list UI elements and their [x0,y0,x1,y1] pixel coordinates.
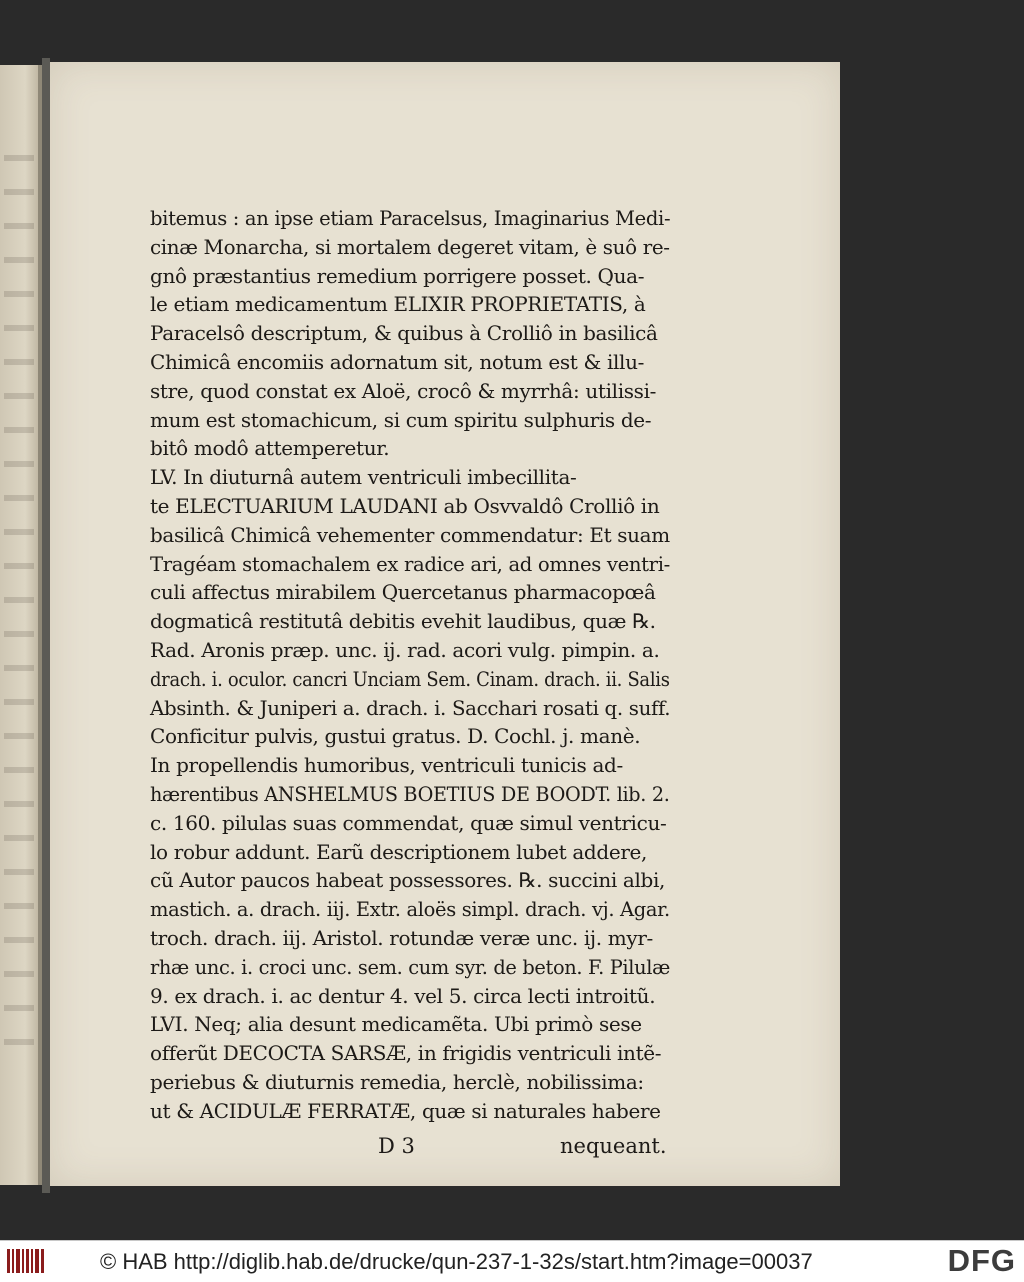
leaf-edge [42,58,50,1193]
text-line: hærentibus ANSHELMUS BOETIUS DE BOODT. lib. 2. [150,781,670,806]
text-line: mum est stomachicum, si cum spiritu sulphuris de- [150,407,652,432]
ink-bleed [4,155,34,1055]
text-line: gnô præstantius remedium porrigere posset. Qua- [150,263,645,288]
text-line: cinæ Monarcha, si mortalem degeret vitam, è suô re- [150,234,670,259]
signature-mark: D 3 [378,1134,415,1158]
text-line: 9. ex drach. i. ac dentur 4. vel 5. circa lecti introitũ. [150,983,656,1008]
text-line: Paracelsô descriptum, & quibus à Crolliô in basilicâ [150,321,658,346]
text-line: lo robur addunt. Earũ descriptionem lubet addere, [150,839,648,864]
text-line: culi affectus mirabilem Quercetanus pharmacopœâ [150,580,656,605]
text-line: rhæ unc. i. croci unc. sem. cum syr. de beton. F. Pilulæ [150,954,670,979]
text-line: Conficitur pulvis, gustui gratus. D. Cochl. j. manè. [150,724,641,749]
text-line: offerũt DECOCTA SARSÆ, in frigidis ventriculi intẽ- [150,1041,662,1066]
previous-page-edge [0,65,42,1185]
text-line: stre, quod constat ex Aloë, crocô & myrrhâ: utilissi- [150,378,657,403]
text-line: troch. drach. iij. Aristol. rotundæ veræ unc. ij. myr- [150,925,653,950]
text-line: In propellendis humoribus, ventriculi tunicis ad- [150,753,623,778]
text-line: cũ Autor paucos habeat possessores. ℞. succini albi, [150,868,666,893]
text-line: periebus & diuturnis remedia, herclè, nobilissima: [150,1069,644,1094]
text-line: basilicâ Chimicâ vehementer commendatur: Et suam [150,522,670,547]
catchword: nequeant. [560,1134,667,1158]
barcode-icon [6,1247,46,1275]
text-line: LV. In diuturnâ autem ventriculi imbecillita- [150,465,577,490]
credit-link[interactable]: © HAB http://diglib.hab.de/drucke/qun-237-1-32s/start.htm?image=00037 [100,1249,813,1274]
text-line: Chimicâ encomiis adornatum sit, notum est & illu- [150,349,645,374]
page-text [150,204,670,1126]
dfg-logo: DFG [947,1243,1016,1278]
text-line: dogmaticâ restitutâ debitis evehit laudibus, quæ ℞. [150,609,656,634]
book-page [50,62,840,1186]
text-line: te ELECTUARIUM LAUDANI ab Osvvaldô Crolliô in [150,493,660,518]
text-line: bitô modô attemperetur. [150,436,390,461]
text-line: Rad. Aronis præp. unc. ij. rad. acori vulg. pimpin. a. [150,637,660,662]
text-line: ut & ACIDULÆ FERRATÆ, quæ si naturales habere [150,1098,661,1123]
text-line: Tragéam stomachalem ex radice ari, ad omnes ventri- [150,551,670,576]
text-line: le etiam medicamentum ELIXIR PROPRIETATIS, à [150,292,646,317]
text-line: c. 160. pilulas suas commendat, quæ simul ventricu- [150,810,667,835]
footer-bar [0,1240,1024,1282]
text-line: LVI. Neq; alia desunt medicamẽta. Ubi primò sese [150,1012,642,1037]
text-line: Absinth. & Juniperi a. drach. i. Sacchari rosati q. suff. [150,695,671,720]
text-line: bitemus : an ipse etiam Paracelsus, Imaginarius Medi- [150,206,671,230]
text-line: drach. i. oculor. cancri Unciam Sem. Cinam. drach. ii. Salis [150,666,670,691]
text-line: mastich. a. drach. iij. Extr. aloës simpl. drach. vj. Agar. [150,897,670,922]
